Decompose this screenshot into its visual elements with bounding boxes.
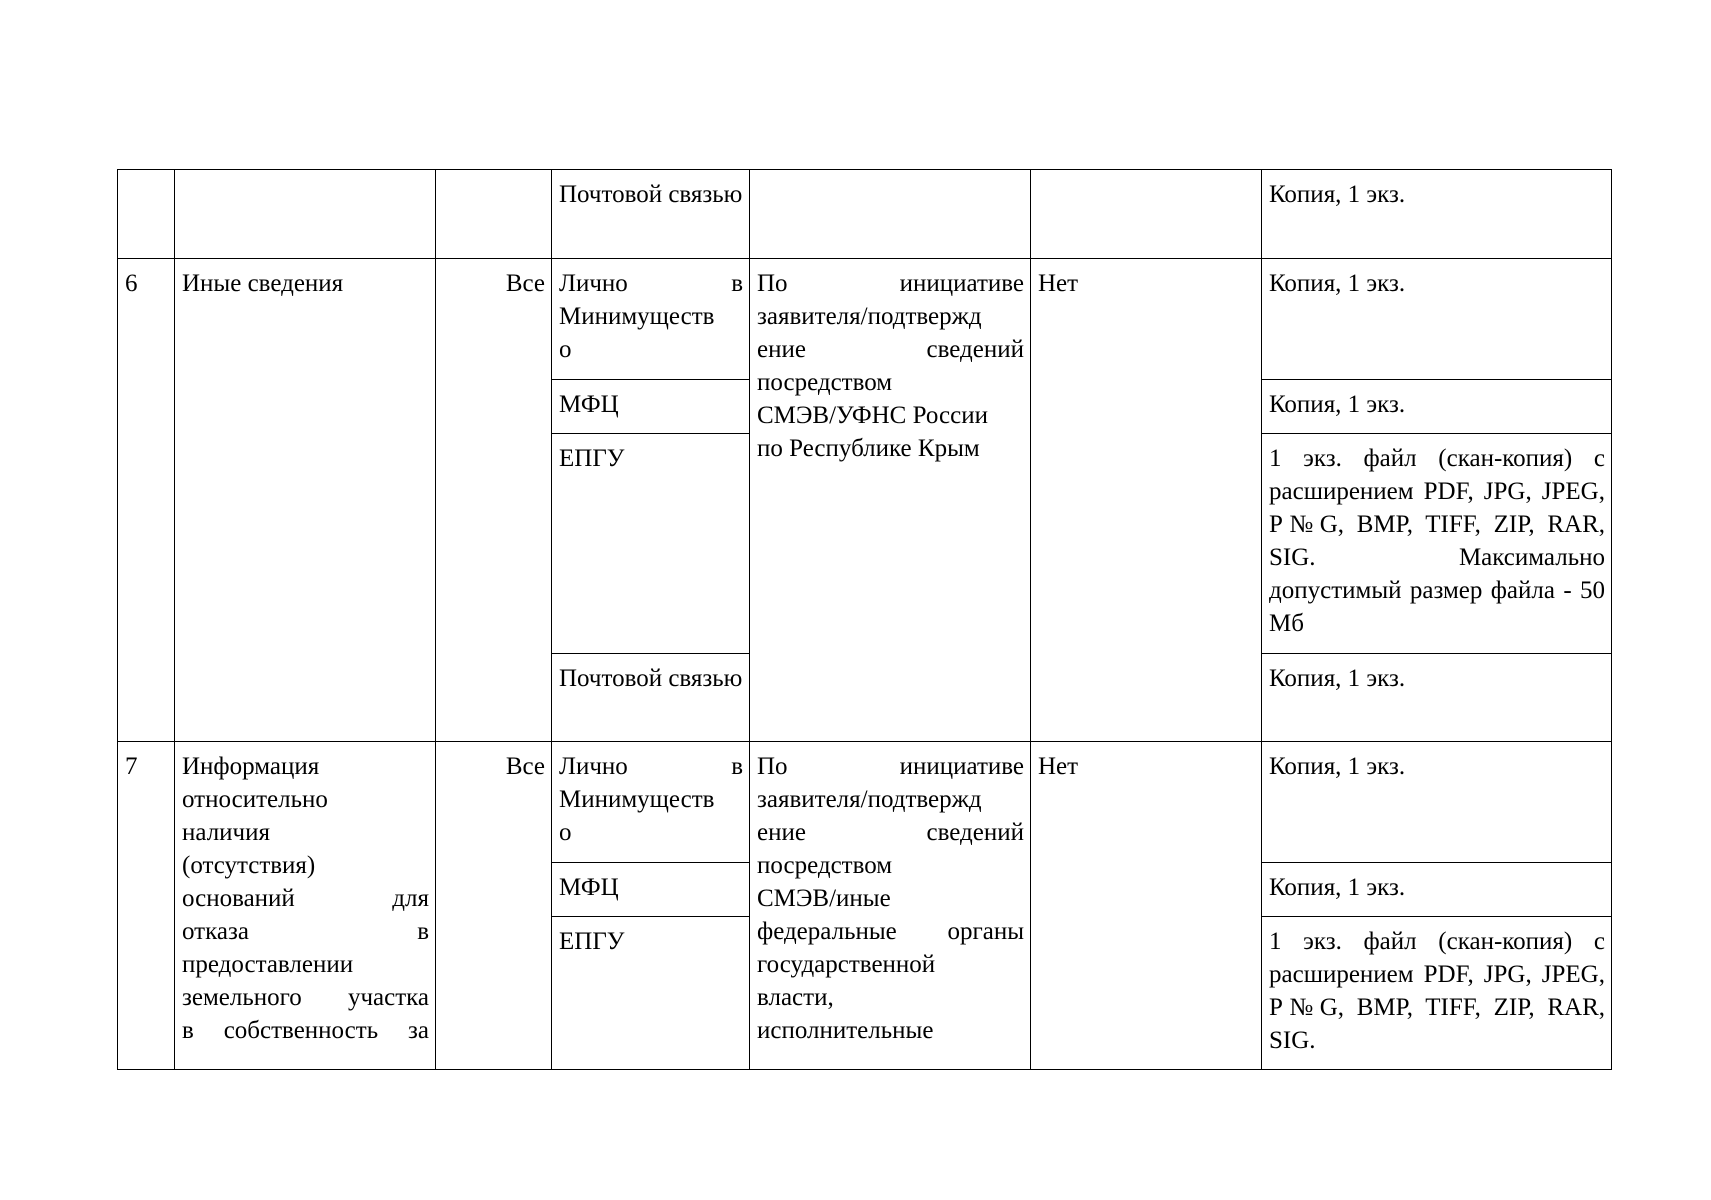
- delivery-label: Минимуществ: [559, 303, 715, 330]
- number-cell: [118, 259, 175, 742]
- name-cell: [175, 259, 436, 742]
- delivery-cell: [552, 434, 750, 654]
- delivery-label: ЕПГУ: [559, 928, 625, 955]
- delivery-label: в: [731, 753, 743, 780]
- form-cell: [1262, 863, 1612, 917]
- delivery-cell: [552, 863, 750, 917]
- document-name: земельного: [182, 984, 302, 1011]
- documents-table: [117, 169, 1612, 1070]
- document-name: оснований: [182, 885, 295, 912]
- delivery-label: ЕПГУ: [559, 445, 625, 472]
- document-name: для: [392, 885, 429, 912]
- form-cell: [1262, 654, 1612, 742]
- table-row: [118, 170, 1612, 259]
- basis-text: органы: [947, 918, 1024, 945]
- document-name: относительно: [182, 786, 328, 813]
- form-cell: [1262, 170, 1612, 259]
- delivery-cell: [552, 654, 750, 742]
- name-cell: [175, 742, 436, 1070]
- basis-text: СМЭВ/иные: [757, 885, 891, 912]
- required-cell: [1031, 170, 1262, 259]
- basis-text: государственной: [757, 951, 936, 978]
- form-label: Копия, 1 экз.: [1269, 181, 1406, 208]
- table-row: [118, 742, 1612, 863]
- form-cell: [1262, 259, 1612, 380]
- number-cell: [118, 170, 175, 259]
- basis-text: исполнительные: [757, 1017, 934, 1044]
- category-cell: [436, 259, 552, 742]
- form-label: Копия, 1 экз.: [1269, 753, 1406, 780]
- delivery-label: Минимуществ: [559, 786, 715, 813]
- document-name: отказа: [182, 918, 249, 945]
- basis-text: По: [757, 753, 788, 780]
- document-name: собственность: [223, 1017, 379, 1044]
- basis-cell: [750, 170, 1031, 259]
- delivery-label: Почтовой связью: [559, 665, 743, 692]
- category-cell: [436, 170, 552, 259]
- number-cell: [118, 742, 175, 1070]
- delivery-label: Почтовой связью: [559, 181, 743, 208]
- delivery-cell: [552, 259, 750, 380]
- document-name: (отсутствия): [182, 852, 316, 879]
- category-cell: [436, 742, 552, 1070]
- document-name: предоставлении: [182, 951, 354, 978]
- document-name: в: [417, 918, 429, 945]
- name-cell: [175, 170, 436, 259]
- basis-cell: [750, 742, 1031, 1070]
- delivery-cell: [552, 170, 750, 259]
- applicant-category: Все: [505, 753, 545, 780]
- basis-cell: [750, 259, 1031, 742]
- basis-text: инициативе: [899, 753, 1024, 780]
- delivery-label: в: [731, 270, 743, 297]
- basis-text: ение: [757, 336, 806, 363]
- delivery-cell: [552, 742, 750, 863]
- basis-text: федеральные: [757, 918, 897, 945]
- row-number: 6: [125, 270, 138, 297]
- basis-text: сведений: [926, 819, 1024, 846]
- form-label: 1 экз. файл (скан-копия) с расширением PDF, JPG, JPEG, P№G, BMP, TIFF, ZIP, RAR, SIG. Максимально допустимый размер файла - 50 Мб: [1269, 445, 1605, 637]
- delivery-cell: [552, 380, 750, 434]
- form-label: Копия, 1 экз.: [1269, 665, 1406, 692]
- delivery-label: МФЦ: [559, 391, 619, 418]
- basis-text: сведений: [926, 336, 1024, 363]
- document-name: наличия: [182, 819, 271, 846]
- required-value: Нет: [1038, 270, 1079, 297]
- delivery-label: о: [559, 819, 572, 846]
- document-name: участка: [347, 984, 429, 1011]
- delivery-label: МФЦ: [559, 874, 619, 901]
- basis-text: СМЭВ/УФНС России: [757, 402, 988, 429]
- document-name: за: [408, 1017, 429, 1044]
- form-label: 1 экз. файл (скан-копия) с расширением PDF, JPG, JPEG, P№G, BMP, TIFF, ZIP, RAR, SIG.: [1269, 928, 1605, 1054]
- delivery-cell: [552, 917, 750, 1070]
- basis-text: По: [757, 270, 788, 297]
- document-name: Информация: [182, 753, 320, 780]
- applicant-category: Все: [505, 270, 545, 297]
- form-cell: [1262, 434, 1612, 654]
- delivery-label: о: [559, 336, 572, 363]
- required-cell: [1031, 742, 1262, 1070]
- form-label: Копия, 1 экз.: [1269, 874, 1406, 901]
- form-label: Копия, 1 экз.: [1269, 391, 1406, 418]
- basis-text: посредством: [757, 369, 893, 396]
- basis-text: заявителя/подтвержд: [757, 303, 982, 330]
- basis-text: по Республике Крым: [757, 435, 980, 462]
- document-name: Иные сведения: [182, 270, 344, 297]
- table-row: [118, 259, 1612, 380]
- document-name: в: [182, 1017, 194, 1044]
- delivery-label: Лично: [559, 753, 628, 780]
- basis-text: заявителя/подтвержд: [757, 786, 982, 813]
- basis-text: власти,: [757, 984, 834, 1011]
- form-cell: [1262, 742, 1612, 863]
- required-cell: [1031, 259, 1262, 742]
- row-number: 7: [125, 753, 138, 780]
- form-cell: [1262, 380, 1612, 434]
- delivery-label: Лично: [559, 270, 628, 297]
- required-value: Нет: [1038, 753, 1079, 780]
- basis-text: инициативе: [899, 270, 1024, 297]
- form-cell: [1262, 917, 1612, 1070]
- basis-text: посредством: [757, 852, 893, 879]
- form-label: Копия, 1 экз.: [1269, 270, 1406, 297]
- basis-text: ение: [757, 819, 806, 846]
